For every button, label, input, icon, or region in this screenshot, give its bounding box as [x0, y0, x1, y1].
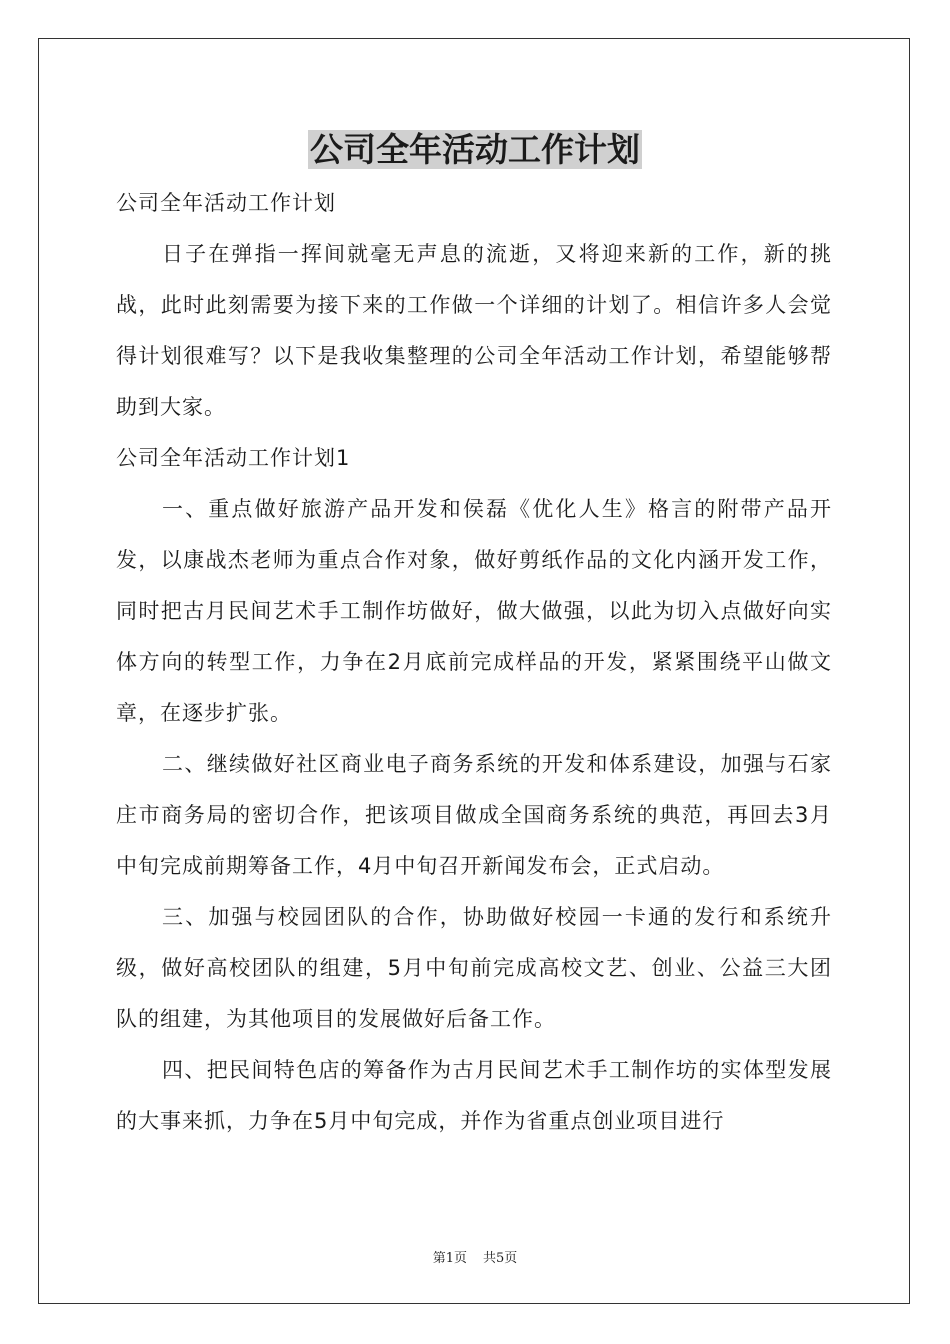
document-title — [0, 128, 950, 172]
section-heading: 公司全年活动工作计划 — [116, 191, 336, 215]
page-number: 第1页 — [432, 1251, 467, 1266]
body-paragraph: 一、重点做好旅游产品开发和侯磊《优化人生》格言的附带产品开发，以康战杰老师为重点合作对象，做好剪纸作品的文化内涵开发工作，同时把古月民间艺术手工制作坊做好，做大做强，以此为切入点做好向实体方向的转型工作，力争在2月底前完成样品的开发，紧紧围绕平山做文章，在逐步扩张。 — [116, 497, 832, 725]
document-title-text: 公司全年活动工作计划 — [310, 130, 640, 169]
body-paragraph: 四、把民间特色店的筹备作为古月民间艺术手工制作坊的实体型发展的大事来抓，力争在5月中旬完成，并作为省重点创业项目进行 — [116, 1058, 832, 1133]
body-paragraph: 二、继续做好社区商业电子商务系统的开发和体系建设，加强与石家庄市商务局的密切合作，把该项目做成全国商务系统的典范，再回去3月中旬完成前期筹备工作，4月中旬召开新闻发布会，正式启动。 — [116, 752, 832, 878]
document-body — [116, 178, 832, 1147]
page-total: 共5页 — [483, 1251, 518, 1266]
section-heading: 公司全年活动工作计划1 — [116, 446, 351, 470]
body-paragraph: 日子在弹指一挥间就毫无声息的流逝，又将迎来新的工作，新的挑战，此时此刻需要为接下来的工作做一个详细的计划了。相信许多人会觉得计划很难写？以下是我收集整理的公司全年活动工作计划，希望能够帮助到大家。 — [116, 242, 832, 419]
page-footer — [0, 1247, 950, 1266]
body-paragraph: 三、加强与校园团队的合作，协助做好校园一卡通的发行和系统升级，做好高校团队的组建，5月中旬前完成高校文艺、创业、公益三大团队的组建，为其他项目的发展做好后备工作。 — [116, 905, 832, 1031]
